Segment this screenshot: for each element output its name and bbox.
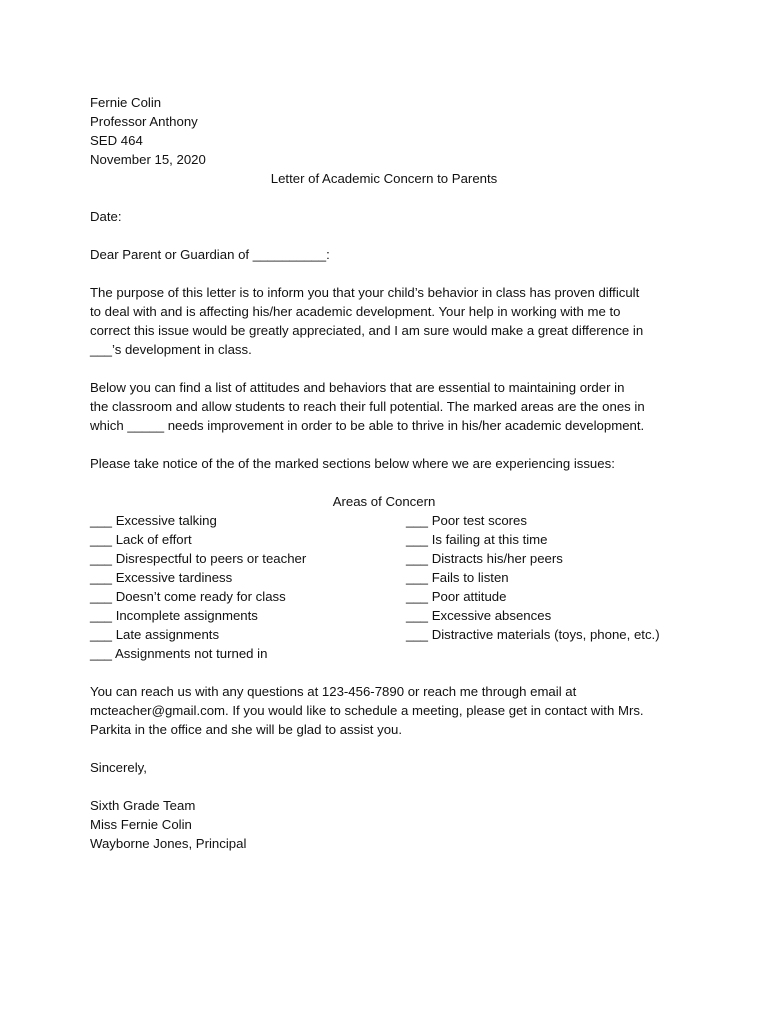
checkbox-blank: ___ [406, 570, 429, 585]
paragraph-behaviors [90, 378, 690, 435]
header-date: November 15, 2020 [90, 152, 206, 167]
checkbox-blank: ___ [90, 570, 113, 585]
concern-item [90, 587, 406, 606]
concern-item [90, 644, 406, 663]
areas-left-column [90, 511, 406, 663]
concern-item [90, 625, 406, 644]
areas-of-concern-title: Areas of Concern [332, 494, 436, 509]
paragraph-line: Below you can find a list of attitudes and behaviors that are essential to maintaining order in [90, 380, 625, 395]
areas-right-column [406, 511, 690, 663]
concern-item [406, 606, 690, 625]
checkbox-blank: ___ [90, 646, 113, 661]
signature-block [90, 796, 690, 853]
letter-title: Letter of Academic Concern to Parents [270, 171, 498, 186]
concern-label: Incomplete assignments [115, 608, 258, 623]
paragraph-line: which _____ needs improvement in order to be able to thrive in his/her academic development. [90, 418, 645, 433]
paragraph-line: Parkita in the office and she will be glad to assist you. [90, 722, 403, 737]
signature-line: Sixth Grade Team [90, 798, 196, 813]
concern-item [406, 511, 690, 530]
concern-label: Is failing at this time [431, 532, 548, 547]
concern-label: Poor test scores [431, 513, 527, 528]
concern-label: Poor attitude [431, 589, 507, 604]
concern-item [406, 625, 690, 644]
concern-item [406, 549, 690, 568]
salutation: Dear Parent or Guardian of __________: [90, 247, 330, 262]
closing: Sincerely, [90, 760, 147, 775]
checkbox-blank: ___ [406, 589, 429, 604]
checkbox-blank: ___ [90, 608, 113, 623]
concern-item [90, 549, 406, 568]
concern-item [406, 530, 690, 549]
checkbox-blank: ___ [90, 627, 113, 642]
paragraph-line: You can reach us with any questions at 123-456-7890 or reach me through email at [90, 684, 577, 699]
concern-item [90, 511, 406, 530]
paragraph-line: the classroom and allow students to reach their full potential. The marked areas are the ones in [90, 399, 645, 414]
paragraph-line: mcteacher@gmail.com. If you would like to schedule a meeting, please get in contact with Mrs. [90, 703, 644, 718]
concern-label: Excessive absences [431, 608, 552, 623]
author-name: Fernie Colin [90, 95, 162, 110]
checkbox-blank: ___ [90, 532, 113, 547]
professor-name: Professor Anthony [90, 114, 198, 129]
signature-line: Wayborne Jones, Principal [90, 836, 247, 851]
concern-label: Fails to listen [431, 570, 509, 585]
letter-body [90, 93, 690, 853]
checkbox-blank: ___ [90, 513, 113, 528]
checkbox-blank: ___ [406, 532, 429, 547]
concern-item [90, 530, 406, 549]
concern-label: Doesn’t come ready for class [115, 589, 286, 604]
paragraph-line: correct this issue would be greatly appreciated, and I am sure would make a great difference in [90, 323, 644, 338]
concern-label: Excessive talking [115, 513, 217, 528]
paragraph-line: The purpose of this letter is to inform you that your child’s behavior in class has proven difficult [90, 285, 640, 300]
checkbox-blank: ___ [406, 551, 429, 566]
concern-label: Distractive materials (toys, phone, etc.) [431, 627, 660, 642]
checkbox-blank: ___ [90, 589, 113, 604]
checkbox-blank: ___ [406, 513, 429, 528]
signature-line: Miss Fernie Colin [90, 817, 192, 832]
concern-label: Lack of effort [115, 532, 192, 547]
concern-item [90, 568, 406, 587]
concern-item [406, 587, 690, 606]
checkbox-blank: ___ [406, 608, 429, 623]
course-code: SED 464 [90, 133, 143, 148]
concern-label: Assignments not turned in [114, 646, 268, 661]
paragraph-line: to deal with and is affecting his/her academic development. Your help in working with me to [90, 304, 621, 319]
notice-line: Please take notice of the of the marked sections below where we are experiencing issues: [90, 456, 615, 471]
paragraph-contact [90, 682, 690, 739]
concern-item [406, 568, 690, 587]
concern-label: Late assignments [115, 627, 220, 642]
paragraph-line: ___’s development in class. [90, 342, 252, 357]
letter-header [90, 93, 690, 169]
concern-item [90, 606, 406, 625]
checkbox-blank: ___ [90, 551, 113, 566]
areas-of-concern-list [90, 511, 690, 663]
concern-label: Excessive tardiness [115, 570, 233, 585]
concern-label: Distracts his/her peers [431, 551, 563, 566]
date-label: Date: [90, 209, 122, 224]
concern-label: Disrespectful to peers or teacher [115, 551, 307, 566]
paragraph-purpose [90, 283, 690, 359]
checkbox-blank: ___ [406, 627, 429, 642]
